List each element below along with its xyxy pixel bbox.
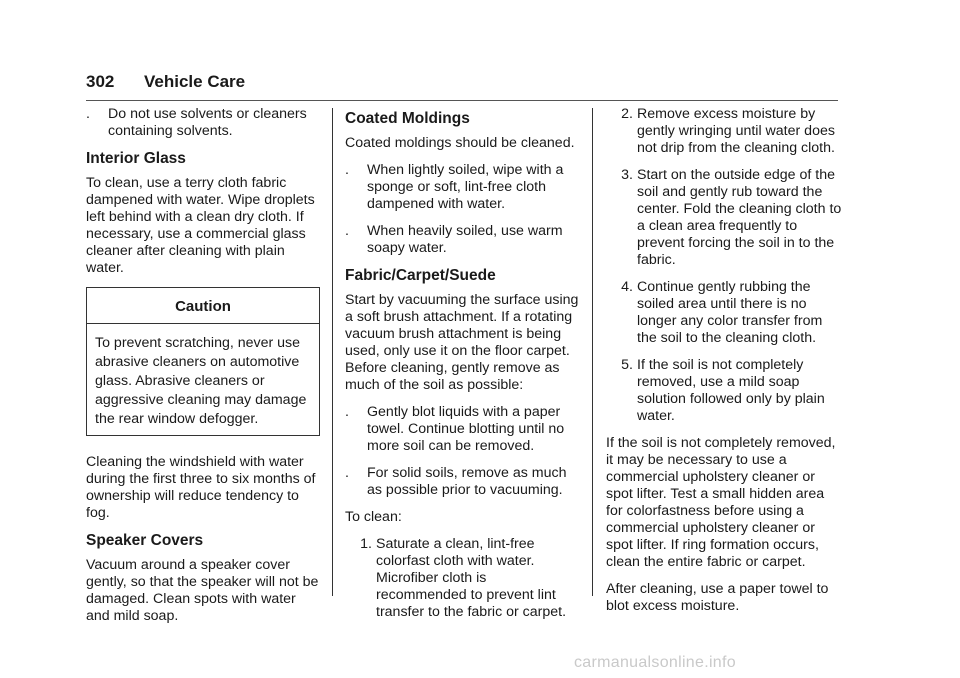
section-title: Vehicle Care xyxy=(144,72,246,91)
caution-body: To prevent scratching, never use abrasive cleaners on automotive glass. Abrasive cleaners or aggressive cleaning may damage the rear window defogger. xyxy=(95,335,307,427)
bullet-marker: . xyxy=(345,465,349,481)
step-text: Remove excess moisture by gently wringing until water does not drip from the cleaning cloth. xyxy=(637,106,835,156)
bullet-text: Gently blot liquids with a paper towel. Continue blotting until no more soil can be removed. xyxy=(367,404,565,454)
bullet-text: When lightly soiled, wipe with a sponge or soft, lint-free cloth dampened with water. xyxy=(367,162,564,212)
heading-interior-glass: Interior Glass xyxy=(86,150,186,167)
paragraph: To clean: xyxy=(345,509,402,525)
step-text: Saturate a clean, lint-free colorfast cloth with water. Microfiber cloth is recommended to prevent lint transfer to the fabric or carpet. xyxy=(376,536,567,620)
caution-title: Caution xyxy=(87,288,319,324)
column-3 xyxy=(606,106,842,625)
paragraph: To clean, use a terry cloth fabric dampened with water. Wipe droplets left behind with a clean dry cloth. If necessary, use a commercial glass cleaner after cleaning with plain water. xyxy=(86,175,315,276)
bullet-marker: . xyxy=(345,223,349,239)
list-item xyxy=(86,106,320,140)
heading-coated-moldings: Coated Moldings xyxy=(345,110,470,127)
bullet-marker: . xyxy=(345,162,349,178)
bullet-text: Do not use solvents or cleaners containing solvents. xyxy=(108,106,307,139)
step-number: 1. xyxy=(360,536,372,552)
page-header xyxy=(86,72,838,101)
caution-box xyxy=(86,287,320,436)
column-1 xyxy=(86,106,320,635)
step-number: 3. xyxy=(621,167,633,183)
paragraph: Cleaning the windshield with water during the first three to six months of ownership will reduce tendency to fog. xyxy=(86,454,316,521)
bullet-text: When heavily soiled, use warm soapy water. xyxy=(367,223,563,256)
paragraph: Start by vacuuming the surface using a soft brush attachment. If a rotating vacuum brush attachment is being used, only use it on the floor carpet. Before cleaning, gently remove as much of the soil as possible: xyxy=(345,292,579,393)
bullet-marker: . xyxy=(345,404,349,420)
column-divider-1 xyxy=(332,108,333,596)
bullet-marker: . xyxy=(86,106,90,122)
bullet-text: For solid soils, remove as much as possible prior to vacuuming. xyxy=(367,465,567,498)
paragraph: Coated moldings should be cleaned. xyxy=(345,135,575,151)
step-text: Continue gently rubbing the soiled area until there is no longer any color transfer from the soil to the cleaning cloth. xyxy=(637,279,823,346)
paragraph: If the soil is not completely removed, it may be necessary to use a commercial upholstery cleaner or spot lifter. Test a small hidden area for colorfastness before using a commercial upholstery cleaner or spot lifter. If ring formation occurs, clean the entire fabric or carpet. xyxy=(606,435,836,570)
step-number: 2. xyxy=(621,106,633,122)
list-item xyxy=(345,404,580,455)
step-text: Start on the outside edge of the soil and gently rub toward the center. Fold the cleaning cloth to a clean area frequently to prevent forcing the soil in to the fabric. xyxy=(637,167,842,268)
numbered-step xyxy=(606,357,842,425)
heading-speaker-covers: Speaker Covers xyxy=(86,532,204,549)
paragraph: Vacuum around a speaker cover gently, so that the speaker will not be damaged. Clean spots with water and mild soap. xyxy=(86,557,319,624)
paragraph: After cleaning, use a paper towel to blot excess moisture. xyxy=(606,581,829,614)
numbered-step xyxy=(606,279,842,347)
page-number: 302 xyxy=(86,72,115,91)
numbered-step xyxy=(345,536,580,621)
list-item xyxy=(345,162,580,213)
list-item xyxy=(345,223,580,257)
numbered-step xyxy=(606,106,842,157)
list-item xyxy=(345,465,580,499)
heading-fabric-carpet-suede: Fabric/Carpet/Suede xyxy=(345,267,496,284)
step-text: If the soil is not completely removed, use a mild soap solution followed only by plain water. xyxy=(637,357,825,424)
numbered-step xyxy=(606,167,842,269)
column-divider-2 xyxy=(592,108,593,596)
step-number: 5. xyxy=(621,357,633,373)
step-number: 4. xyxy=(621,279,633,295)
watermark: carmanualsonline.info xyxy=(574,654,736,671)
column-2 xyxy=(345,106,580,631)
